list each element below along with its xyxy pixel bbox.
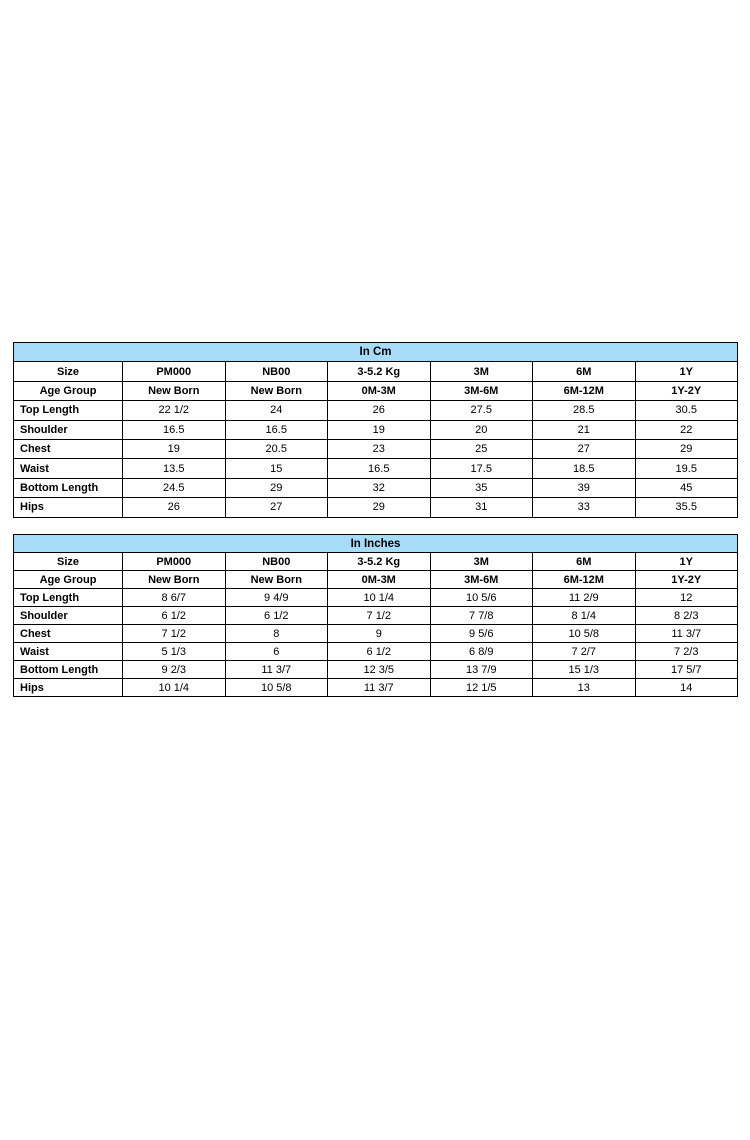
- table-row: [14, 679, 738, 697]
- header-row-label: Size: [14, 553, 123, 571]
- table-cell: 29: [225, 478, 328, 497]
- table-row: [14, 625, 738, 643]
- table-row: [14, 459, 738, 478]
- size-table-cm: [13, 342, 738, 518]
- header-cell: 6M: [533, 362, 636, 381]
- header-cell: 3M: [430, 362, 533, 381]
- table-cell: 29: [328, 498, 431, 517]
- header-cell: New Born: [123, 571, 226, 589]
- table-title: In Inches: [14, 535, 738, 553]
- header-row: [14, 571, 738, 589]
- table-cell: 17 5/7: [635, 661, 738, 679]
- table-cell: 7 1/2: [328, 607, 431, 625]
- row-label: Chest: [14, 625, 123, 643]
- table-caption-row: [14, 343, 738, 362]
- table-cell: 10 5/8: [225, 679, 328, 697]
- table-cell: 22: [635, 420, 738, 439]
- header-cell: 3-5.2 Kg: [328, 553, 431, 571]
- table-cell: 8 1/4: [533, 607, 636, 625]
- table-cell: 7 2/7: [533, 643, 636, 661]
- header-row-label: Age Group: [14, 571, 123, 589]
- table-cell: 15 1/3: [533, 661, 636, 679]
- header-row-label: Age Group: [14, 381, 123, 400]
- table-body: [14, 535, 738, 697]
- table-cell: 13: [533, 679, 636, 697]
- table-cell: 31: [430, 498, 533, 517]
- table-cell: 25: [430, 439, 533, 458]
- table-cell: 15: [225, 459, 328, 478]
- table-row: [14, 498, 738, 517]
- table-cell: 27.5: [430, 401, 533, 420]
- row-label: Shoulder: [14, 420, 123, 439]
- table-cell: 6 1/2: [123, 607, 226, 625]
- table-cell: 16.5: [123, 420, 226, 439]
- table-cell: 7 2/3: [635, 643, 738, 661]
- table-cell: 6: [225, 643, 328, 661]
- table-cell: 30.5: [635, 401, 738, 420]
- table-cell: 35: [430, 478, 533, 497]
- header-cell: 1Y-2Y: [635, 571, 738, 589]
- table-cell: 10 5/8: [533, 625, 636, 643]
- table-cell: 45: [635, 478, 738, 497]
- table-cell: 18.5: [533, 459, 636, 478]
- header-cell: 6M-12M: [533, 381, 636, 400]
- table-cell: 10 5/6: [430, 589, 533, 607]
- table-cell: 5 1/3: [123, 643, 226, 661]
- row-label: Hips: [14, 679, 123, 697]
- table-cell: 26: [123, 498, 226, 517]
- table-cell: 19: [328, 420, 431, 439]
- row-label: Waist: [14, 459, 123, 478]
- table-cell: 29: [635, 439, 738, 458]
- table-cell: 27: [533, 439, 636, 458]
- table-cell: 39: [533, 478, 636, 497]
- table-cell: 26: [328, 401, 431, 420]
- table-cell: 14: [635, 679, 738, 697]
- table-cell: 6 1/2: [328, 643, 431, 661]
- header-row: [14, 553, 738, 571]
- header-cell: 3M: [430, 553, 533, 571]
- size-table-inches: [13, 534, 738, 697]
- row-label: Bottom Length: [14, 478, 123, 497]
- table-title: In Cm: [14, 343, 738, 362]
- table-cell: 6 8/9: [430, 643, 533, 661]
- table-row: [14, 589, 738, 607]
- header-cell: 3-5.2 Kg: [328, 362, 431, 381]
- header-cell: 3M-6M: [430, 381, 533, 400]
- table-cell: 20: [430, 420, 533, 439]
- header-cell: PM000: [123, 362, 226, 381]
- table-caption-row: [14, 535, 738, 553]
- table-cell: 13 7/9: [430, 661, 533, 679]
- row-label: Top Length: [14, 401, 123, 420]
- table-cell: 6 1/2: [225, 607, 328, 625]
- header-cell: PM000: [123, 553, 226, 571]
- table-cell: 12: [635, 589, 738, 607]
- table-cell: 33: [533, 498, 636, 517]
- row-label: Waist: [14, 643, 123, 661]
- header-cell: 1Y: [635, 553, 738, 571]
- table-cell: 11 3/7: [328, 679, 431, 697]
- table-cell: 21: [533, 420, 636, 439]
- header-cell: New Born: [225, 571, 328, 589]
- table-cell: 7 7/8: [430, 607, 533, 625]
- table-cell: 16.5: [328, 459, 431, 478]
- table-cell: 8 6/7: [123, 589, 226, 607]
- header-row-label: Size: [14, 362, 123, 381]
- table-cell: 22 1/2: [123, 401, 226, 420]
- table-row: [14, 420, 738, 439]
- header-row: [14, 362, 738, 381]
- table-row: [14, 643, 738, 661]
- table-cell: 13.5: [123, 459, 226, 478]
- table-cell: 12 1/5: [430, 679, 533, 697]
- header-cell: NB00: [225, 362, 328, 381]
- table-cell: 19.5: [635, 459, 738, 478]
- row-label: Hips: [14, 498, 123, 517]
- table-cell: 28.5: [533, 401, 636, 420]
- table-cell: 9 5/6: [430, 625, 533, 643]
- header-cell: New Born: [123, 381, 226, 400]
- table-cell: 35.5: [635, 498, 738, 517]
- header-cell: New Born: [225, 381, 328, 400]
- table-cell: 10 1/4: [328, 589, 431, 607]
- table-row: [14, 661, 738, 679]
- row-label: Chest: [14, 439, 123, 458]
- header-cell: 0M-3M: [328, 381, 431, 400]
- table-cell: 8: [225, 625, 328, 643]
- header-cell: 1Y: [635, 362, 738, 381]
- table-row: [14, 478, 738, 497]
- table-cell: 24: [225, 401, 328, 420]
- table-cell: 20.5: [225, 439, 328, 458]
- header-row: [14, 381, 738, 400]
- table-cell: 11 2/9: [533, 589, 636, 607]
- table-cell: 9: [328, 625, 431, 643]
- row-label: Top Length: [14, 589, 123, 607]
- table-cell: 10 1/4: [123, 679, 226, 697]
- table-cell: 9 4/9: [225, 589, 328, 607]
- table-row: [14, 607, 738, 625]
- table-body: [14, 343, 738, 518]
- table-cell: 27: [225, 498, 328, 517]
- table-cell: 7 1/2: [123, 625, 226, 643]
- table-cell: 32: [328, 478, 431, 497]
- table-cell: 17.5: [430, 459, 533, 478]
- table-cell: 24.5: [123, 478, 226, 497]
- table-cell: 11 3/7: [635, 625, 738, 643]
- header-cell: 6M-12M: [533, 571, 636, 589]
- header-cell: NB00: [225, 553, 328, 571]
- table-row: [14, 401, 738, 420]
- row-label: Bottom Length: [14, 661, 123, 679]
- table-cell: 16.5: [225, 420, 328, 439]
- header-cell: 6M: [533, 553, 636, 571]
- table-cell: 12 3/5: [328, 661, 431, 679]
- table-cell: 9 2/3: [123, 661, 226, 679]
- row-label: Shoulder: [14, 607, 123, 625]
- table-cell: 19: [123, 439, 226, 458]
- header-cell: 0M-3M: [328, 571, 431, 589]
- header-cell: 3M-6M: [430, 571, 533, 589]
- table-cell: 23: [328, 439, 431, 458]
- table-row: [14, 439, 738, 458]
- table-cell: 11 3/7: [225, 661, 328, 679]
- header-cell: 1Y-2Y: [635, 381, 738, 400]
- table-cell: 8 2/3: [635, 607, 738, 625]
